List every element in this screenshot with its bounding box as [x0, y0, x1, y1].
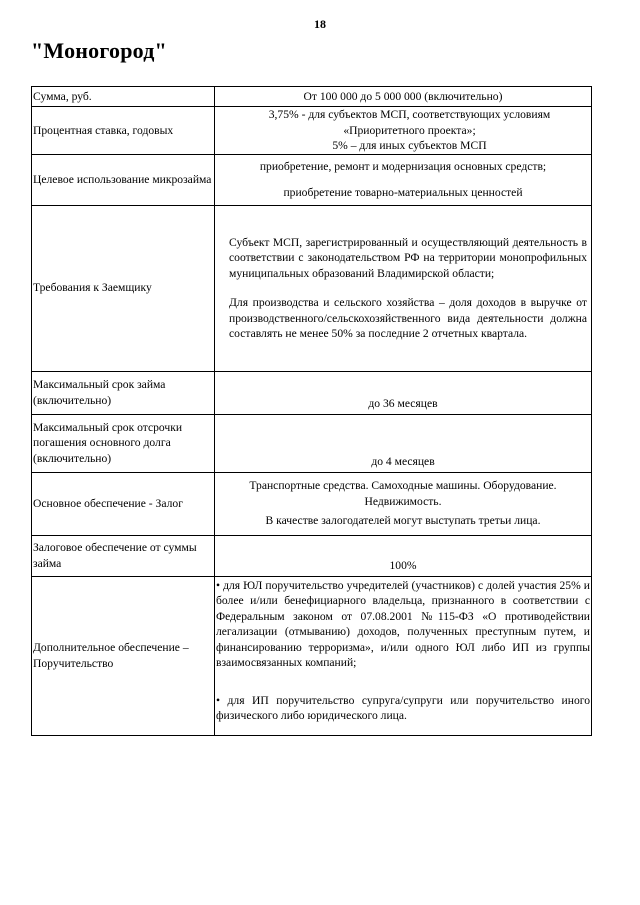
- purpose-value: [215, 154, 592, 205]
- interest-rate-line: 5% – для иных субъектов МСП: [332, 139, 487, 152]
- collateral-coverage-label: Залоговое обеспечение от суммы займа: [32, 535, 215, 576]
- table-row-interest-rate: [32, 107, 592, 155]
- collateral-value: [215, 472, 592, 535]
- guarantee-paragraph: • для ИП поручительство супруга/супруги или поручительство иного физического либо юридического лица.: [216, 693, 590, 722]
- interest-rate-line: 3,75% - для субъектов МСП, соответствующих условиям: [268, 108, 551, 121]
- table-row-deferral: [32, 414, 592, 472]
- interest-rate-line: «Приоритетного проекта»;: [343, 123, 476, 137]
- borrower-requirements-value: [215, 205, 592, 371]
- table-row-collateral: [32, 472, 592, 535]
- borrower-requirements-label: Требования к Заемщику: [32, 205, 215, 371]
- requirement-paragraph: Для производства и сельского хозяйства – доля доходов в выручке от производственного/сельскохозяйственного вида деятельности должна составлять не менее 50% за последние 2 отчетных квартала.: [229, 296, 587, 340]
- requirement-paragraph: Субъект МСП, зарегистрированный и осуществляющий деятельность в соответствии с законодательством РФ на территории монопрофильных муниципальных образований Владимирской области;: [229, 235, 587, 280]
- guarantee-label: Дополнительное обеспечение – Поручительство: [32, 576, 215, 735]
- collateral-coverage-value: 100%: [215, 535, 592, 576]
- guarantee-value: [215, 576, 592, 735]
- table-row-guarantee: [32, 576, 592, 735]
- collateral-label: Основное обеспечение - Залог: [32, 472, 215, 535]
- table-row-amount: [32, 87, 592, 107]
- table-row-purpose: [32, 154, 592, 205]
- page-number: 18: [314, 17, 326, 31]
- interest-rate-label: Процентная ставка, годовых: [32, 107, 215, 155]
- deferral-label: Максимальный срок отсрочки погашения основного долга (включительно): [32, 414, 215, 472]
- amount-label: Сумма, руб.: [32, 87, 215, 107]
- collateral-line: Недвижимость.: [364, 494, 442, 508]
- collateral-line: В качестве залогодателей могут выступать третьи лица.: [265, 514, 541, 528]
- amount-value: От 100 000 до 5 000 000 (включительно): [215, 87, 592, 107]
- table-row-borrower-requirements: [32, 205, 592, 371]
- purpose-line: приобретение товарно-материальных ценностей: [283, 185, 523, 199]
- max-term-label: Максимальный срок займа (включительно): [32, 371, 215, 414]
- document-title: "Моногород": [31, 38, 167, 63]
- max-term-value: до 36 месяцев: [215, 371, 592, 414]
- collateral-line: Транспортные средства. Самоходные машины. Оборудование.: [249, 479, 557, 493]
- purpose-label: Целевое использование микрозайма: [32, 154, 215, 205]
- interest-rate-value: [215, 107, 592, 155]
- table-row-collateral-coverage: [32, 535, 592, 576]
- loan-terms-table: [31, 86, 592, 736]
- purpose-line: приобретение, ремонт и модернизация основных средств;: [259, 160, 547, 173]
- table-row-max-term: [32, 371, 592, 414]
- guarantee-paragraph: • для ЮЛ поручительство учредителей (участников) с долей участия 25% и более и/или бенефициарного владельца, признанного в соответствии с Федеральным законом от 07.08.2001 №115-ФЗ «О противодействии легализации (отмыванию) доходов, полученных преступным путем, и финансированию терроризма», и/или одного ЮЛ либо ИП из группы взаимосвязанных компаний;: [216, 578, 590, 669]
- deferral-value: до 4 месяцев: [215, 414, 592, 472]
